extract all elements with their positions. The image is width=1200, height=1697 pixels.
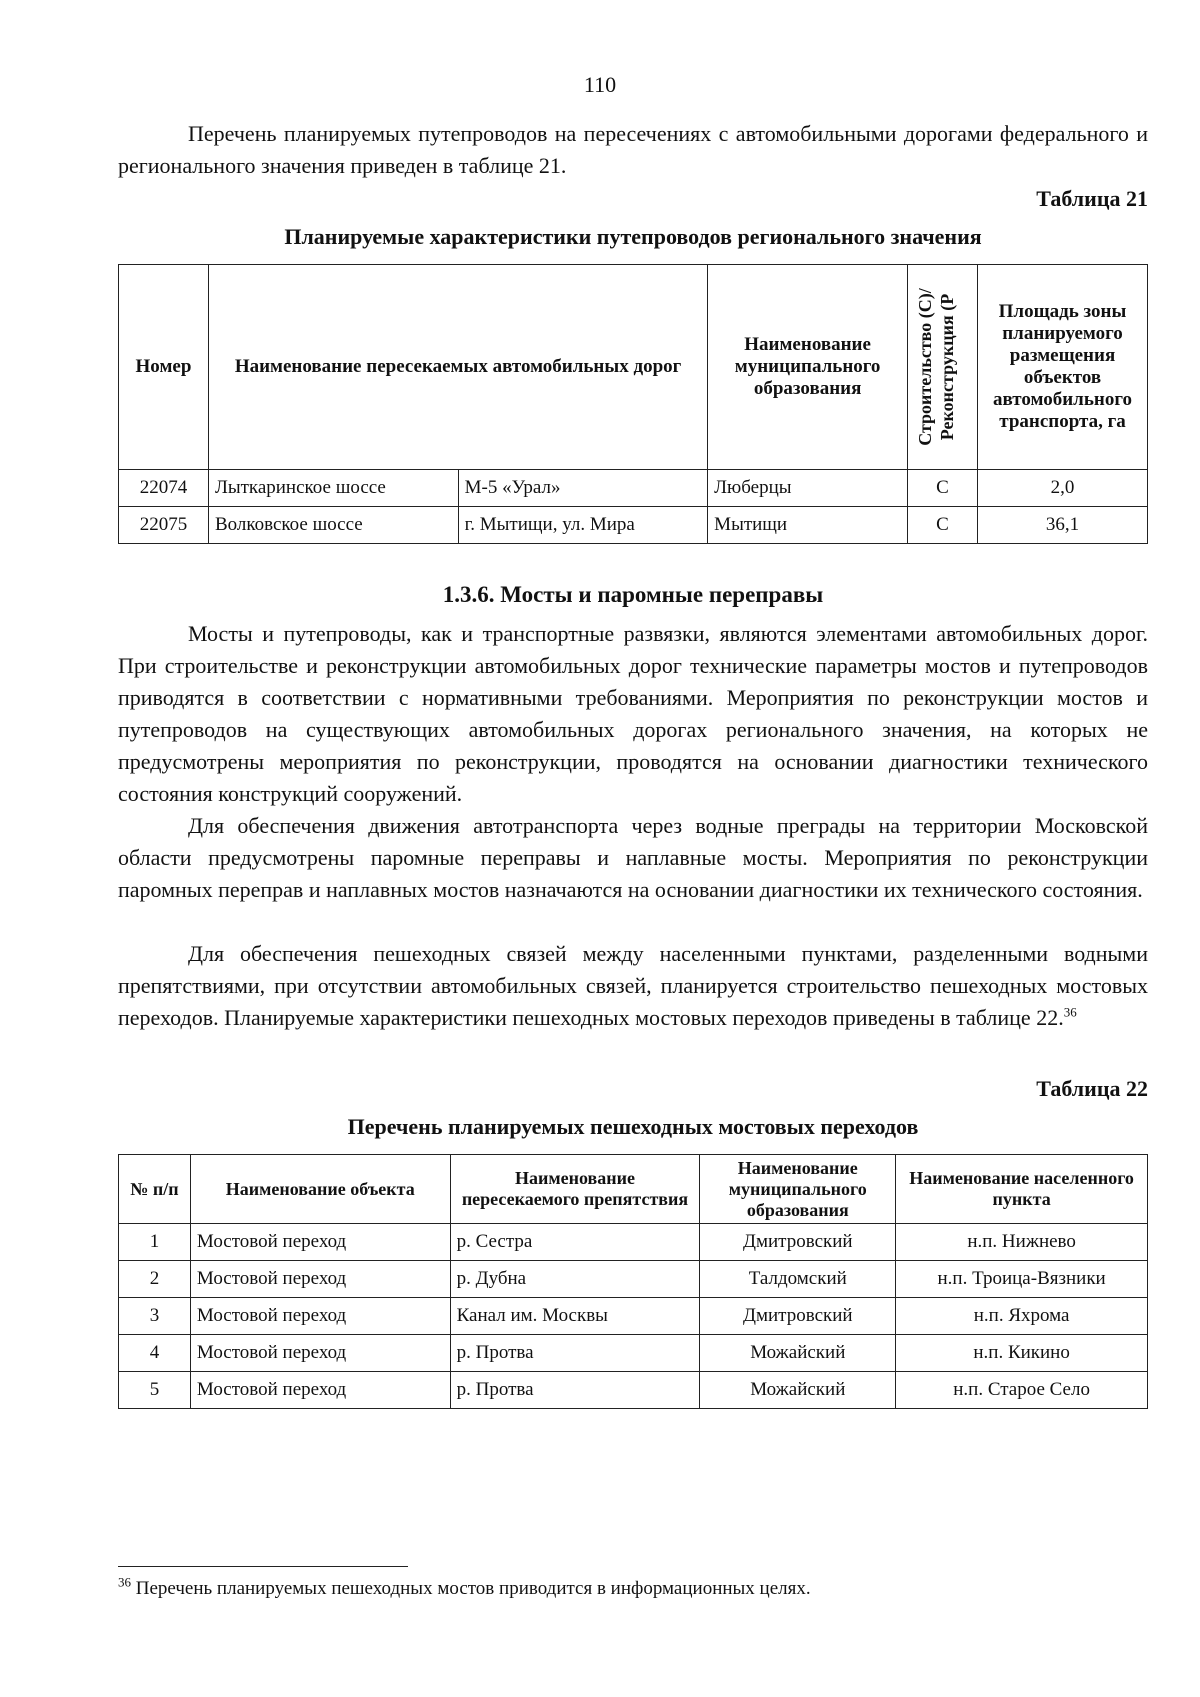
section-heading: 1.3.6. Мосты и паромные переправы [442,582,824,607]
cell-num: 3 [119,1298,191,1335]
header-settlement: Наименование населенного пункта [896,1155,1148,1224]
cell-municipality: Талдомский [700,1261,896,1298]
table-header-row [119,1155,1148,1224]
footnote [118,1574,1148,1600]
overpass-table [118,264,1148,544]
footnote-reference[interactable]: 36 [1063,1004,1077,1020]
table-row [119,1372,1148,1409]
header-municipality: Наименование муниципального образования [700,1155,896,1224]
cell-obstacle: р. Дубна [450,1261,700,1298]
table-row [119,1335,1148,1372]
cell-object: Мостовой переход [190,1224,450,1261]
section-paragraph-3 [118,938,1148,1034]
section-paragraph-2: Для обеспечения движения автотранспорта через водные преграды на территории Московской области предусмотрены паромные переправы и наплавные мосты. Мероприятия по реконструкции паромных переправ и наплавных мостов назначаются на основании диагностики их технического состояния. [118,813,1148,902]
cell-num: 5 [119,1372,191,1409]
cell-settlement: н.п. Троица-Вязники [896,1261,1148,1298]
cell-road1: Волковское шоссе [208,507,458,544]
header-roads: Наименование пересекаемых автомобильных дорог [208,265,707,470]
header-type [908,265,978,470]
cell-object: Мостовой переход [190,1261,450,1298]
cell-settlement: н.п. Нижнево [896,1224,1148,1261]
cell-num: 1 [119,1224,191,1261]
cell-object: Мостовой переход [190,1335,450,1372]
cell-area: 2,0 [978,470,1148,507]
table-row [119,470,1148,507]
table-row [119,1298,1148,1335]
cell-obstacle: р. Протва [450,1372,700,1409]
header-obstacle: Наименование пересекаемого препятствия [450,1155,700,1224]
cell-settlement: н.п. Кикино [896,1335,1148,1372]
cell-road2: М-5 «Урал» [458,470,708,507]
cell-obstacle: р. Сестра [450,1224,700,1261]
footnote-marker: 36 [118,1574,131,1590]
cell-settlement: н.п. Старое Село [896,1372,1148,1409]
cell-type: С [908,507,978,544]
table-21-label: Таблица 21 [1036,186,1148,211]
section-paragraph-1: Мосты и путепроводы, как и транспортные развязки, являются элементами автомобильных дорог. При строительстве и реконструкции автомобильных дорог технические параметры мостов и путепроводов приводятся в соответствии с нормативными требованиями. Мероприятия по реконструкции мостов и путепроводов на существующих автомобильных дорогах регионального значения, на которых не предусмотрены мероприятия по реконструкции, проводятся на основании диагностики технического состояния конструкций сооружений. [118,621,1148,806]
cell-object: Мостовой переход [190,1372,450,1409]
table-22-title: Перечень планируемых пешеходных мостовых переходов [347,1114,919,1139]
footbridge-table [118,1154,1148,1409]
cell-obstacle: Канал им. Москвы [450,1298,700,1335]
cell-municipality: Мытищи [708,507,908,544]
footnote-text: Перечень планируемых пешеходных мостов приводится в информационных целях. [135,1578,811,1599]
header-object: Наименование объекта [190,1155,450,1224]
header-number: Номер [119,265,209,470]
cell-municipality: Можайский [700,1335,896,1372]
cell-municipality: Дмитровский [700,1224,896,1261]
table-header-row [119,265,1148,470]
cell-num: 4 [119,1335,191,1372]
section-paragraph-3-text: Для обеспечения пешеходных связей между населенными пунктами, разделенными водными препятствиями, при отсутствии автомобильных связей, планируется строительство пешеходных мостовых переходов. Планируемые характеристики пешеходных мостовых переходов приведены в таблице 22. [118,941,1148,1030]
cell-type: С [908,470,978,507]
cell-municipality: Можайский [700,1372,896,1409]
cell-obstacle: р. Протва [450,1335,700,1372]
cell-number: 22075 [119,507,209,544]
table-row [119,507,1148,544]
cell-road1: Лыткаринское шоссе [208,470,458,507]
table-row [119,1261,1148,1298]
cell-area: 36,1 [978,507,1148,544]
table-row [119,1224,1148,1261]
cell-municipality: Люберцы [708,470,908,507]
header-area: Площадь зоны планируемого размещения объектов автомобильного транспорта, га [978,265,1148,470]
header-num: № п/п [119,1155,191,1224]
page-number: 110 [583,72,617,97]
cell-num: 2 [119,1261,191,1298]
table-21-title: Планируемые характеристики путепроводов регионального значения [284,224,982,249]
intro-paragraph: Перечень планируемых путепроводов на пересечениях с автомобильными дорогами федерального и регионального значения приведен в таблице 21. [118,121,1148,178]
table-22-label: Таблица 22 [1036,1076,1148,1101]
cell-object: Мостовой переход [190,1298,450,1335]
footnote-divider [118,1566,408,1567]
header-municipality: Наименование муниципального образования [708,265,908,470]
cell-number: 22074 [119,470,209,507]
header-type-text: Строительство (С)/ Реконструкция (Р [915,288,958,446]
cell-road2: г. Мытищи, ул. Мира [458,507,708,544]
cell-municipality: Дмитровский [700,1298,896,1335]
cell-settlement: н.п. Яхрома [896,1298,1148,1335]
